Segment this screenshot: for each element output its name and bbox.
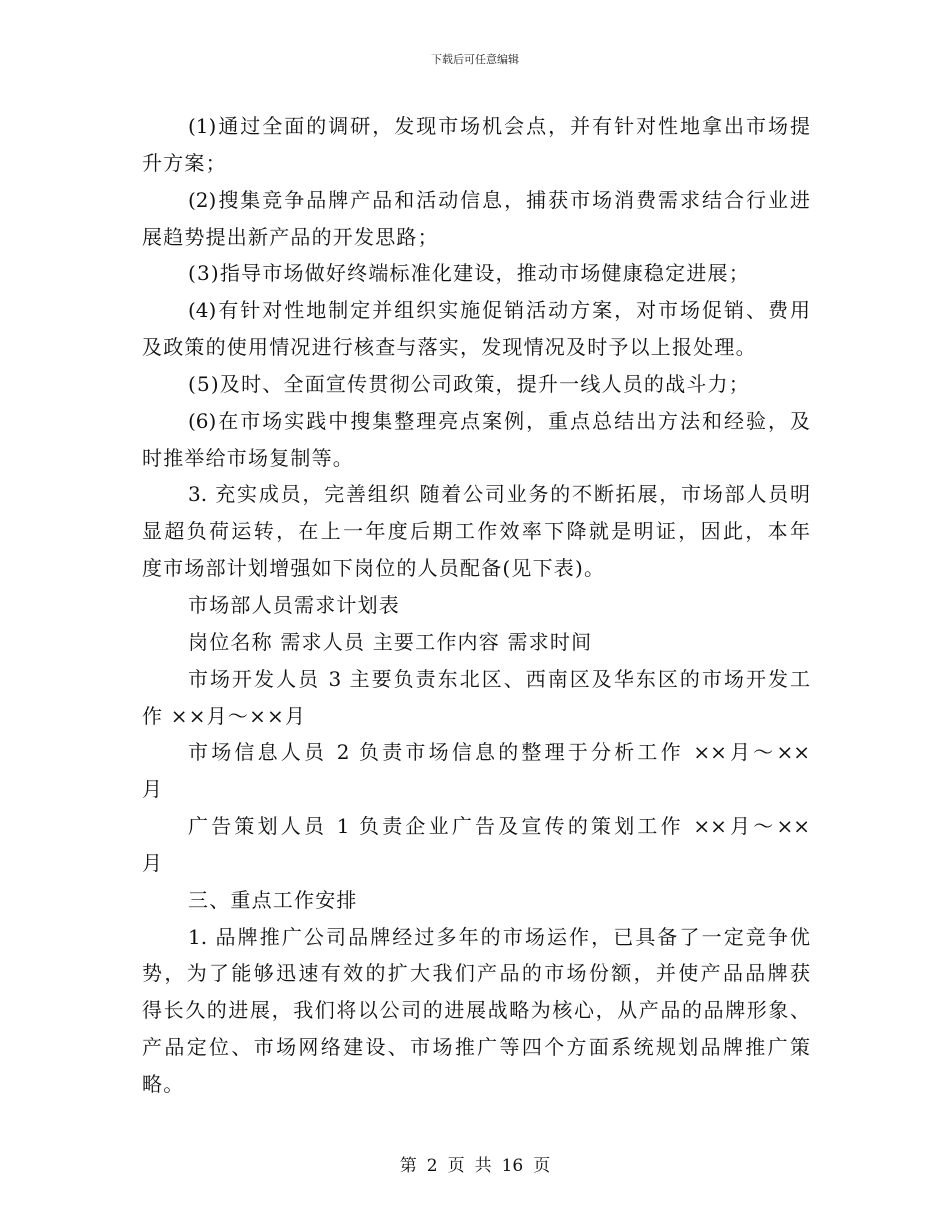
text-line: 升方案； <box>142 150 227 175</box>
text-line: 显超负荷运转，在上一年度后期工作效率下降就是明证，因此，本年 <box>142 519 810 544</box>
text-line: 1. 品牌推广公司品牌经过多年的市场运作，已具备了一定竞争优 <box>188 924 810 949</box>
page-footer-page-label: 页 <box>447 1156 465 1176</box>
text-line: 市场部人员需求计划表 <box>188 592 400 617</box>
text-line: 3. 充实成员，完善组织 随着公司业务的不断拓展，市场部人员明 <box>188 482 810 507</box>
page-header: 下载后可任意编辑 <box>431 53 519 66</box>
text-line: (4)有针对性地制定并组织实施促销活动方案，对市场促销、费用 <box>188 298 810 323</box>
text-line: 得长久的进展，我们将以公司的进展战略为核心，从产品的品牌形象、 <box>142 998 810 1023</box>
page-total: 16 <box>501 1156 524 1176</box>
text-line: 三、重点工作安排 <box>188 887 358 912</box>
text-line: 岗位名称 需求人员 主要工作内容 需求时间 <box>188 629 593 654</box>
text-line: 市场信息人员 2 负责市场信息的整理于分析工作 ××月～×× <box>188 740 810 765</box>
text-line: 及政策的使用情况进行核查与落实，发现情况及时予以上报处理。 <box>142 335 757 360</box>
page-footer-total-prefix: 共 <box>474 1156 492 1176</box>
text-line: (2)搜集竞争品牌产品和活动信息，捕获市场消费需求结合行业进 <box>188 187 810 212</box>
page-footer-prefix: 第 <box>399 1156 417 1176</box>
text-line: 月 <box>142 777 164 802</box>
text-line: 时推举给市场复制等。 <box>142 445 354 470</box>
text-line: 广告策划人员 1 负责企业广告及宣传的策划工作 ××月～×× <box>188 814 810 839</box>
text-line: 展趋势提出新产品的开发思路； <box>142 224 439 249</box>
text-line: 势，为了能够迅速有效的扩大我们产品的市场份额，并使产品品牌获 <box>142 961 810 986</box>
text-line: (6)在市场实践中搜集整理亮点案例，重点总结出方法和经验，及 <box>188 408 810 433</box>
document-body <box>142 108 810 1103</box>
text-line: (1)通过全面的调研，发现市场机会点，并有针对性地拿出市场提 <box>188 114 810 138</box>
text-line: 市场开发人员 3 主要负责东北区、西南区及华东区的市场开发工 <box>188 666 810 691</box>
page-footer-suffix: 页 <box>533 1156 551 1176</box>
text-line: 略。 <box>142 1071 185 1096</box>
page-number: 2 <box>426 1156 438 1176</box>
text-line: 作 ××月～××月 <box>142 703 307 728</box>
text-line: 产品定位、市场网络建设、市场推广等四个方面系统规划品牌推广策 <box>142 1035 810 1060</box>
text-line: 月 <box>142 850 164 875</box>
text-line: 度市场部计划增强如下岗位的人员配备(见下表)。 <box>142 556 606 581</box>
page-footer <box>0 1155 950 1177</box>
text-line: (5)及时、全面宣传贯彻公司政策，提升一线人员的战斗力； <box>188 371 750 396</box>
text-line: (3)指导市场做好终端标准化建设，推动市场健康稳定进展； <box>188 261 750 286</box>
